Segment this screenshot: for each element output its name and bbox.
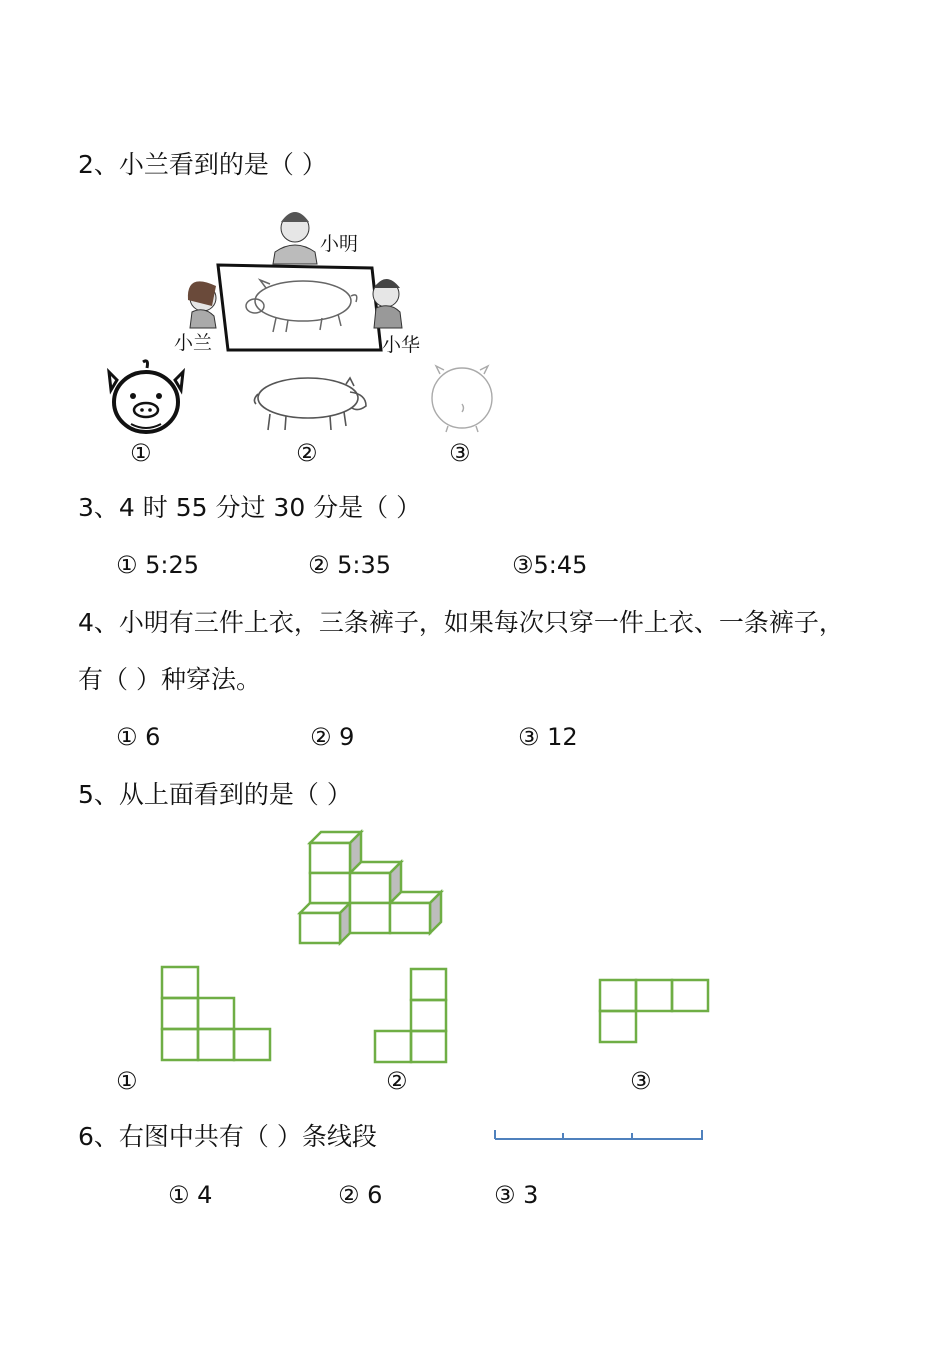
q2-option-3[interactable]: ③ [449, 439, 471, 467]
q2-option-2[interactable]: ② [296, 439, 318, 467]
xiaohua-label: 小华 [382, 334, 421, 356]
pig-front-view-option [105, 358, 187, 440]
xiaolan-person-icon [188, 281, 216, 328]
xiaolan-label: 小兰 [174, 332, 213, 354]
top-view-option-1-figure [160, 965, 272, 1065]
q4-question-line-1: 4、小明有三件上衣，三条裤子，如果每次只穿一件上衣、一条裤子， [78, 608, 844, 637]
xiaohua-person-icon [373, 279, 402, 328]
q4-option-2[interactable]: ② 9 [310, 723, 355, 751]
q3-option-2[interactable]: ② 5:35 [308, 551, 392, 579]
xiaoming-person-icon [273, 212, 317, 264]
q6-option-1[interactable]: ① 4 [168, 1181, 213, 1209]
q4-option-3[interactable]: ③ 12 [518, 723, 578, 751]
table-frame [218, 265, 381, 350]
top-view-option-2-figure [373, 967, 449, 1065]
q3-option-1[interactable]: ① 5:25 [116, 551, 200, 579]
q4-question-line-2: 有（ ）种穿法。 [78, 665, 261, 694]
q6-option-2[interactable]: ② 6 [338, 1181, 383, 1209]
q3-title: 3、4 时 55 分过 30 分是（ ） [78, 493, 422, 522]
q5-option-2[interactable]: ② [386, 1067, 408, 1095]
pig-side-view-option [252, 370, 372, 434]
q2-option-1[interactable]: ① [130, 439, 152, 467]
q4-option-1[interactable]: ① 6 [116, 723, 161, 751]
q2-title: 2、小兰看到的是（ ） [78, 150, 327, 179]
q5-option-3[interactable]: ③ [630, 1067, 652, 1095]
q5-title: 5、从上面看到的是（ ） [78, 780, 352, 809]
line-segment-figure [492, 1126, 706, 1146]
cube-stack-figure [295, 828, 445, 946]
xiaoming-label: 小明 [320, 233, 359, 255]
q3-option-3[interactable]: ③5:45 [512, 551, 588, 579]
q6-option-3[interactable]: ③ 3 [494, 1181, 539, 1209]
q5-option-1[interactable]: ① [116, 1067, 138, 1095]
top-view-option-3-figure [598, 978, 710, 1046]
pig-rear-view-option [428, 360, 500, 440]
q6-title: 6、右图中共有（ ）条线段 [78, 1122, 377, 1151]
